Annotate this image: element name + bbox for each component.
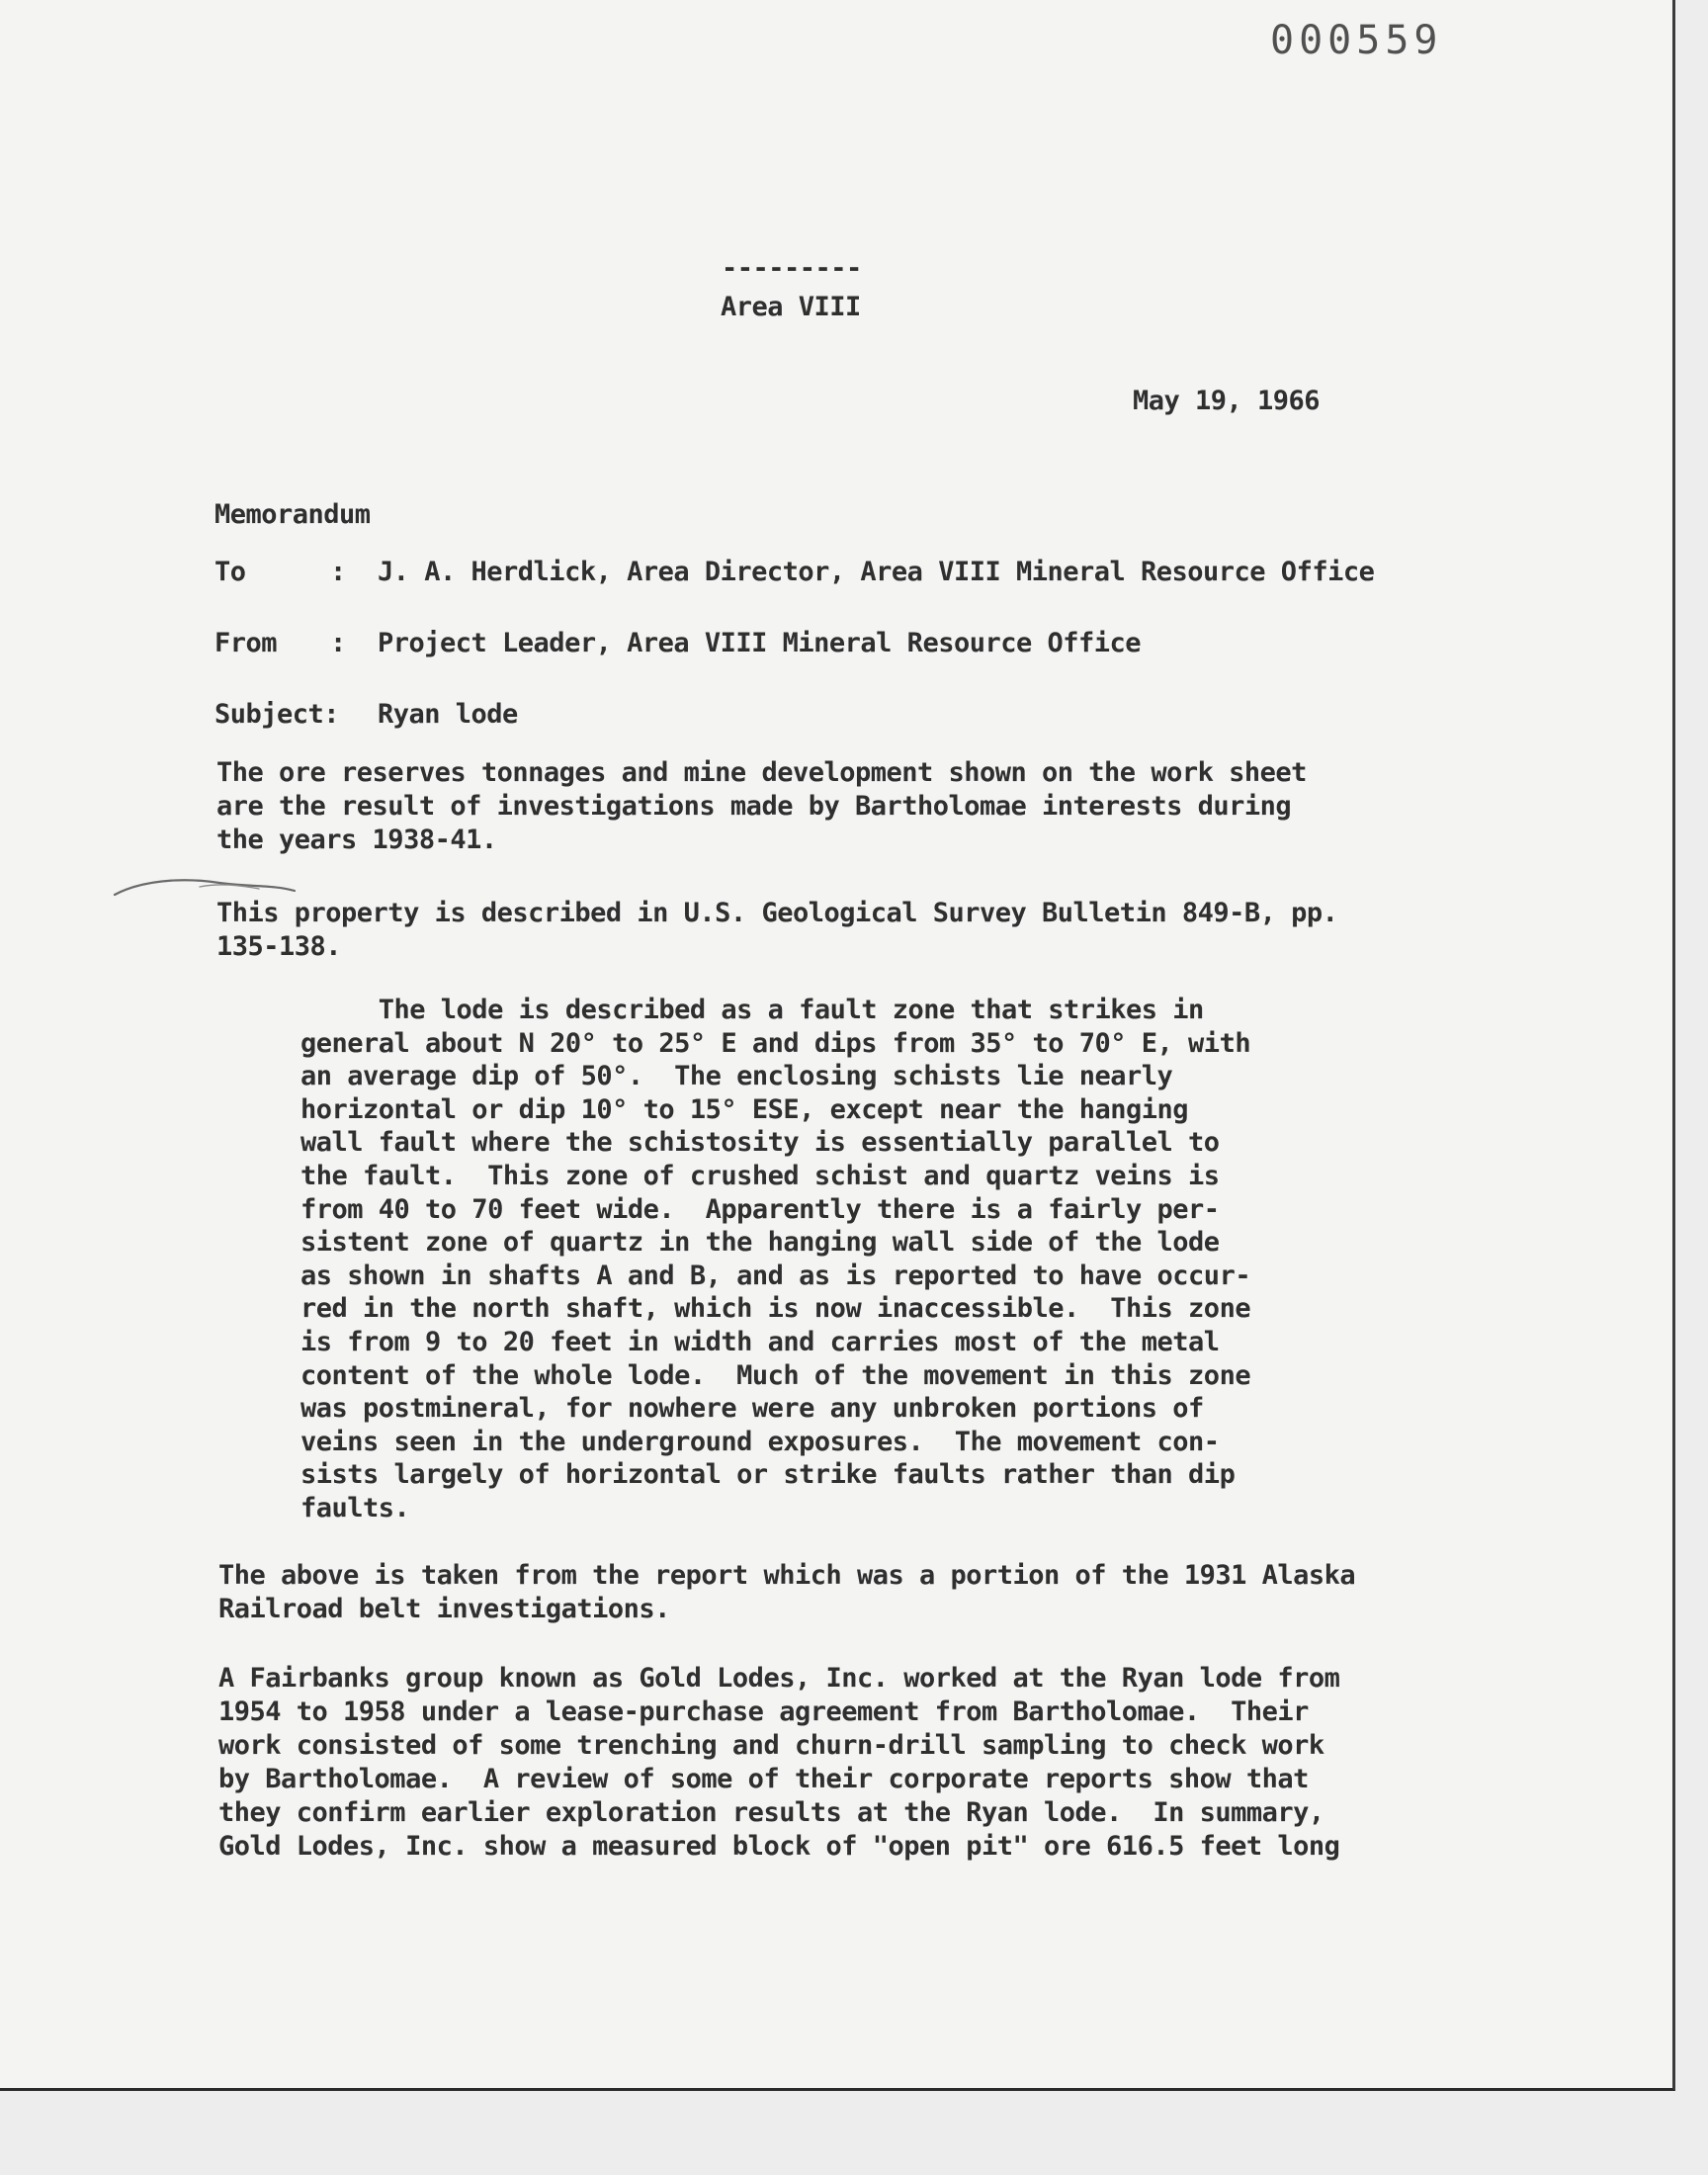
from-colon: : — [330, 628, 346, 658]
paragraph-ore-reserves: The ore reserves tonnages and mine development shown on the work sheet are the result of investigations made by Bartholomae interests during the years 1938-41. — [216, 757, 1307, 855]
paragraph-bulletin-reference: This property is described in U.S. Geological Survey Bulletin 849-B, pp. 135-138. — [216, 898, 1338, 962]
subject-value: Ryan lode — [378, 699, 518, 730]
to-label: To — [214, 557, 246, 587]
memo-label: Memorandum — [214, 499, 371, 530]
area-title: Area VIII — [721, 292, 861, 322]
subject-label: Subject: — [214, 699, 340, 730]
paragraph-gold-lodes: A Fairbanks group known as Gold Lodes, Inc. worked at the Ryan lode from 1954 to 1958 under a lease-purchase agreement from Bartholomae. Their work consisted of some trenching and churn-drill sampling to check work by Bartholomae. A review of some of their corporate reports show that they confirm earlier exploration results at the Ryan lode. In summary, Gold Lodes, Inc. show a measured block of "open pit" ore 616.5 feet long — [218, 1663, 1340, 1862]
document-number-stamp: 000559 — [1270, 18, 1443, 63]
from-label: From — [214, 628, 278, 658]
paragraph-report-source: The above is taken from the report which was a portion of the 1931 Alaska Railroad belt investigations. — [218, 1560, 1356, 1624]
memo-to-row — [214, 557, 1374, 587]
to-colon: : — [330, 557, 346, 587]
memo-date: May 19, 1966 — [1133, 386, 1321, 416]
to-value: J. A. Herdlick, Area Director, Area VIII Mineral Resource Office — [378, 557, 1375, 587]
quoted-lode-description: The lode is described as a fault zone that strikes in general about N 20° to 25° E and dips from 35° to 70° E, with an average dip of 50°. The enclosing schists lie nearly horizontal or dip 10° to 15° ESE, except near the hanging wall fault where the schistosity is essentially parallel to the fault. This zone of crushed schist and quartz veins is from 40 to 70 feet wide. Apparently there is a fairly per- sistent zone of quartz in the hanging wall side of the lode as shown in shafts A and B, and as is reported to have occur- red in the north shaft, which is now inaccessible. This zone is from 9 to 20 feet in width and carries most of the metal content of the whole lode. Much of the movement in this zone was postmineral, for nowhere were any unbroken portions of veins seen in the underground exposures. The movement con- sists largely of horizontal or strike faults rather than dip faults. — [300, 995, 1251, 1523]
header-dashes: --------- — [722, 253, 862, 284]
memo-subject-row — [214, 699, 518, 730]
memo-from-row — [214, 628, 1141, 658]
from-value: Project Leader, Area VIII Mineral Resource Office — [378, 628, 1142, 658]
